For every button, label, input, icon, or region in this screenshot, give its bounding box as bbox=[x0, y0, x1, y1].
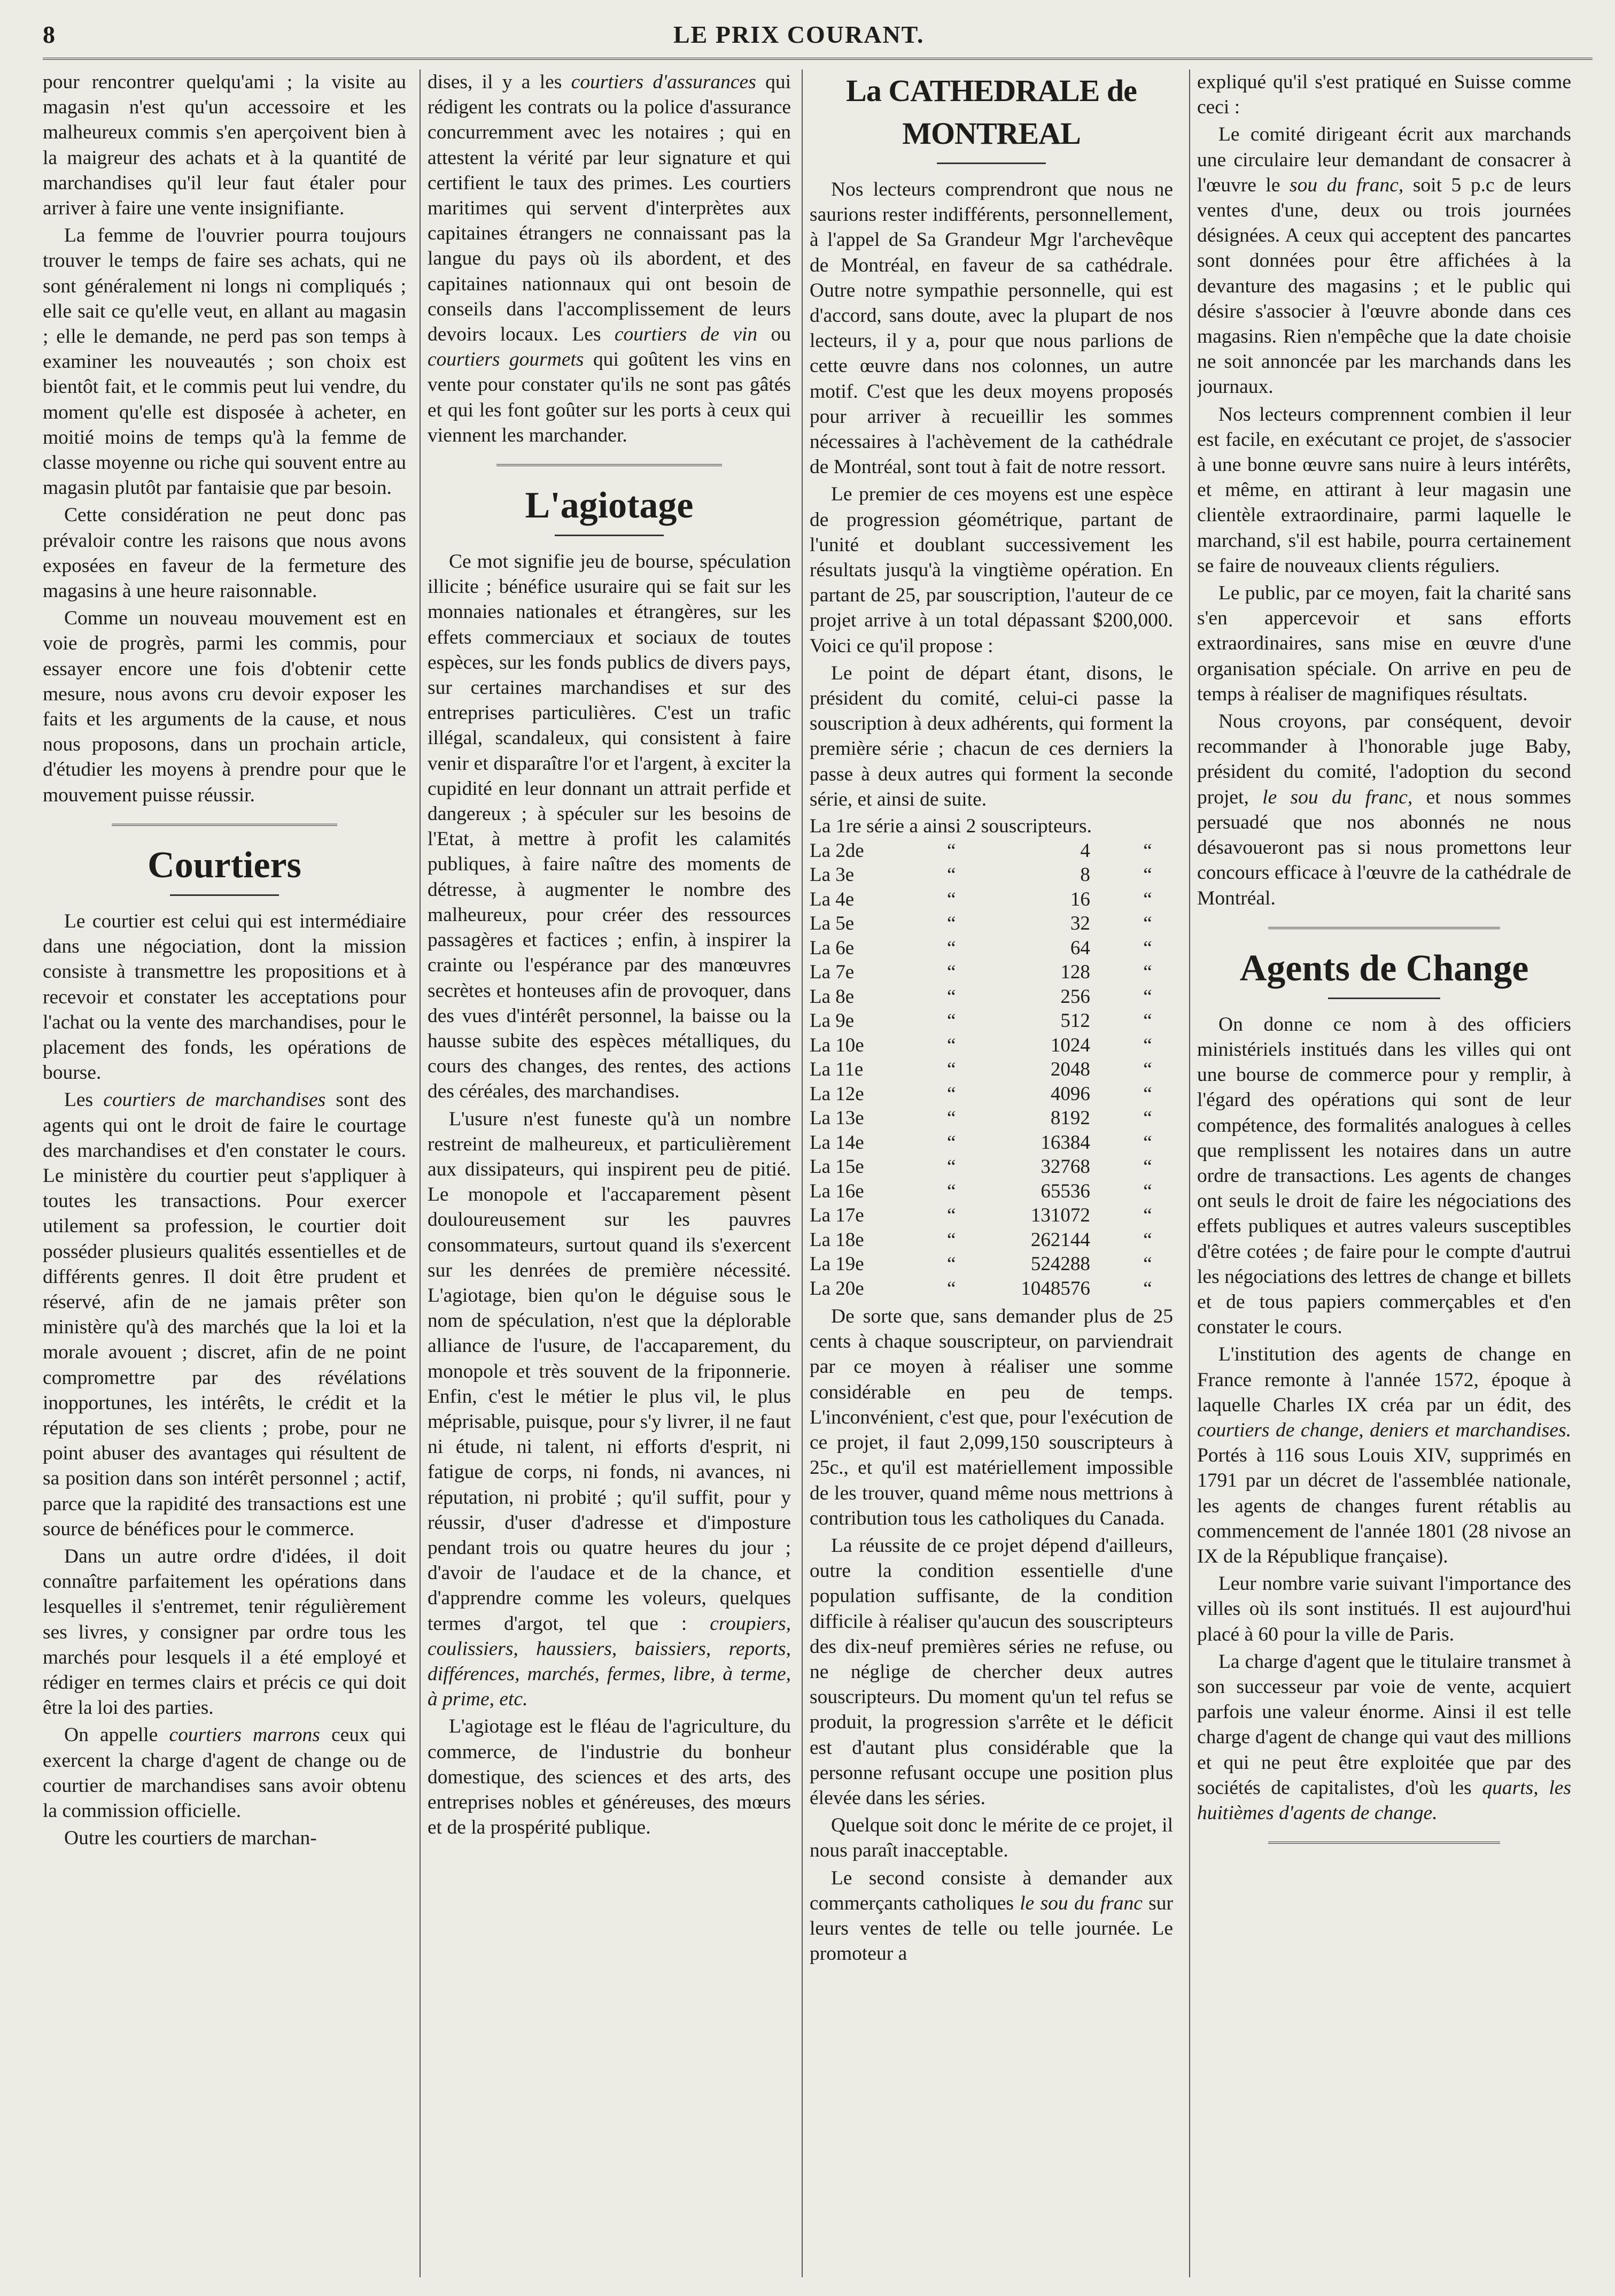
section-divider bbox=[496, 464, 722, 468]
paragraph: pour rencontrer quelqu'ami ; la visite au magasin n'est qu'un accessoire et les malheureux commis s'en aperçoivent bien à la maigreur des achats et à la quantité de marchandises qu'il leur faut étaler pour arriver à faire une vente insignifiante. bbox=[43, 71, 406, 220]
paragraph: L'agiotage est le fléau de l'agriculture, du commerce, de l'industrie du bonheur domestique, des sciences et des arts, des entreprises nobles et généreuses, des mœurs et de la prospérité publique. bbox=[428, 1715, 791, 1839]
series-row: La 11e “ 2048 “ bbox=[810, 1058, 1152, 1081]
series-row: La 6e “ 64 “ bbox=[810, 937, 1152, 959]
paragraph: La réussite de ce projet dépend d'ailleurs, outre la condition essentielle d'une population suffisante, de la condition difficile à réaliser qu'aucun des souscripteurs des dix-neuf premières séries ne refuse, ou ne néglige de chercher deux autres souscripteurs. Du moment qu'un tel refus se produit, la progression s'arrête et le déficit est d'autant plus considérable que la personne refusant occupe une position plus élevée dans les séries. bbox=[810, 1534, 1173, 1809]
column-3 bbox=[810, 69, 1173, 2277]
paragraph: Le second consiste à demander aux commerçants catholiques le sou du franc sur leurs ventes de telle ou telle journée. Le promoteur a bbox=[810, 1867, 1173, 1965]
paragraph: Ce mot signifie jeu de bourse, spéculation illicite ; bénéfice usuraire qui se fait sur les monnaies nationales et étrangères, sur les effets commerciaux et sociaux de toutes espèces, sur les fonds publics de divers pays, sur certaines marchandises et sur des entreprises particulières. C'est un trafic illégal, scandaleux, qui consistent à faire venir et disparaître l'or et l'argent, à exciter la cupidité en leur donnant un attrait perfide et dangereux ; à spéculer sur les besoins de l'Etat, à mettre à profit les calamités publiques, à faire naître des moments de détresse, à augmenter le nombre des malheureux, pour créer des ressources passagères et factices ; enfin, à inspirer la crainte ou l'espérance par des manœuvres secrètes et honteuses afin de provoquer, dans des vues d'intérêt personnel, la baisse ou la hausse subite des espèces métalliques, du cours des changes, des rentes, des actions des céréales, des marchandises. bbox=[428, 551, 791, 1103]
series-first-row: La 1re série a ainsi 2 souscripteurs. bbox=[810, 815, 1092, 838]
series-row: La 20e “ 1048576 “ bbox=[810, 1277, 1152, 1300]
page-number: 8 bbox=[43, 21, 55, 48]
paragraph: De sorte que, sans demander plus de 25 cents à chaque souscripteur, on parviendrait par ce moyen à réaliser une somme considérable en peu de temps. L'inconvénient, c'est que, pour l'exécution de ce projet, il faut 2,099,150 souscripteurs à 25c., et qu'il est matériellement impossible de les trouver, quand même nous mettrions à contribution tous les catholiques du Canada. bbox=[810, 1305, 1173, 1529]
column-4 bbox=[1197, 69, 1571, 2277]
series-row: La 8e “ 256 “ bbox=[810, 985, 1152, 1008]
series-row: La 7e “ 128 “ bbox=[810, 961, 1152, 984]
series-row: La 13e “ 8192 “ bbox=[810, 1107, 1152, 1130]
masthead: LE PRIX COURANT. bbox=[673, 21, 925, 48]
paragraph: Dans un autre ordre d'idées, il doit connaître parfaitement les opérations dans lesquelles il s'entremet, tenir régulièrement ses livres, y consigner par ordre tous les marchés pour lesquels il a été employé et rédiger en termes clairs et précis ce qui doit être la loi des parties. bbox=[43, 1545, 406, 1719]
paragraph: expliqué qu'il s'est pratiqué en Suisse comme ceci : bbox=[1197, 71, 1571, 119]
paragraph: dises, il y a les courtiers d'assurances qui rédigent les contrats ou la police d'assurance concurremment avec les notaires ; qui en attestent la vérité par leur signature et qui certifient le taux des primes. Les courtiers maritimes qui servent d'interprètes aux capitaines étrangers ne connaissant pas la langue du pays où ils abordent, et des capitaines nationnaux qui ont besoin de conseils dans l'accomplissement de leurs devoirs locaux. Les courtiers de vin ou courtiers gourmets qui goûtent les vins en vente pour constater qu'ils ne sont pas gâtés et qui les font goûter sur les ports à ceux qui viennent les marchander. bbox=[428, 71, 791, 446]
paragraph: Le point de départ étant, disons, le président du comité, celui-ci passe la souscription à deux adhérents, qui forment la première série ; chacun de ces derniers la passe à deux autres qui forment la seconde série, et ainsi de suite. bbox=[810, 662, 1173, 810]
section-divider bbox=[1268, 1842, 1500, 1846]
paragraph: L'usure n'est funeste qu'à un nombre restreint de malheureux, et particulièrement aux dissipateurs, qui inspirent peu de pitié. Le monopole et l'accaparement pèsent douloureusement sur les pauvres consommateurs, surtout quand ils s'exercent sur les denrées de première nécessité. L'agiotage, bien qu'on le déguise sous le nom de spéculation, n'est que la déplorable alliance de l'usure, de l'accaparement, du monopole et très souvent de la friponnerie. Enfin, c'est le métier le plus vil, le plus méprisable, puisque, pour s'y livrer, il ne faut ni étude, ni talent, ni efforts d'esprit, ni fatigue de corps, ni fonds, ni avances, ni réputation, ni probité ; qu'il suffit, pour y réussir, d'user d'adresse et d'imposture pendant trois ou quatre heures du jour ; d'avoir de l'audace et de la chance, et d'apprendre comme les voleurs, quelques termes d'argot, tel que : croupiers, coulissiers, haussiers, baissiers, reports, différences, marchés, fermes, libre, à terme, à prime, etc. bbox=[428, 1108, 791, 1711]
section-heading-cathedrale: La CATHEDRALE de MONTREAL bbox=[846, 73, 1137, 151]
paragraph: On donne ce nom à des officiers ministériels institués dans les villes qui ont une bourse de commerce pour y remplir, à l'égard des opérations qui sont de leur compétence, des formalités analogues à celles que remplissent les notaires dans un autre ordre de transactions. Les agents de changes ont seuls le droit de faire les négociations des effets publiques et autres valeurs susceptibles d'être cotées ; de faire pour le compte d'autrui les négociations des lettres de change et billets et de tous papiers commerçables et d'en constater le cours. bbox=[1197, 1013, 1571, 1339]
heading-underline bbox=[555, 535, 664, 536]
paragraph: Nos lecteurs comprennent combien il leur est facile, en exécutant ce projet, de s'associer à une bonne œuvre sans nuire à leurs intérêts, et même, en attirant à leur magasin une clientèle extraordinaire, parmi laquelle le marchand, s'il est habile, pourra certainement se faire de nouveaux clients réguliers. bbox=[1197, 403, 1571, 577]
series-row: La 19e “ 524288 “ bbox=[810, 1253, 1152, 1275]
paragraph: On appelle courtiers marrons ceux qui exercent la charge d'agent de change ou de courtier de marchandises sans avoir obtenu la commission officielle. bbox=[43, 1724, 406, 1822]
paragraph: La charge d'agent que le titulaire transmet à son successeur par voie de vente, acquiert parfois une valeur énorme. Ainsi il est telle charge d'agent de change qui vaut des millions et qui ne peut être exploitée que par des sociétés de capitalistes, d'où les quarts, les huitièmes d'agents de change. bbox=[1197, 1650, 1571, 1824]
series-row: La 4e “ 16 “ bbox=[810, 888, 1152, 910]
column-1 bbox=[43, 69, 406, 2277]
series-row: La 9e “ 512 “ bbox=[810, 1010, 1152, 1032]
page-header bbox=[43, 20, 1593, 60]
section-heading-courtiers: Courtiers bbox=[147, 844, 301, 886]
column-2 bbox=[428, 69, 791, 2277]
series-table bbox=[810, 839, 1173, 1301]
column-rule bbox=[1189, 69, 1190, 2277]
section-heading-agents-de-change: Agents de Change bbox=[1239, 947, 1529, 989]
paragraph: Les courtiers de marchandises sont des agents qui ont le droit de faire le courtage des marchandises et d'en constater le cours. Le ministère du courtier peut s'appliquer à toutes les transactions. Pour exercer utilement sa profession, le courtier doit posséder plusieurs qualités essentielles et de différents genres. Il doit être prudent et réservé, afin de ne jamais prêter son ministère qu'à des marchés que la loi et la morale avouent ; discret, afin de ne point compromettre par des révélations inopportunes, les intérêts, le crédit et la réputation de ses clients ; probe, pour ne point abuser des avantages qui résultent de sa position dans son intérêt personnel ; actif, parce que la rapidité des transactions est une source de bénéfices pour le commerce. bbox=[43, 1089, 406, 1540]
column-rule bbox=[802, 69, 803, 2277]
paragraph: Outre les courtiers de marchan- bbox=[64, 1827, 317, 1850]
paragraph: Leur nombre varie suivant l'importance des villes où ils sont institués. Il est aujourd'hui placé à 60 pour la ville de Paris. bbox=[1197, 1573, 1571, 1645]
paragraph: Cette considération ne peut donc pas prévaloir contre les raisons que nous avons exposées en faveur de la fermeture des magasins à une heure raisonnable. bbox=[43, 504, 406, 602]
series-row: La 15e “ 32768 “ bbox=[810, 1156, 1152, 1178]
paragraph: Comme un nouveau mouvement est en voie de progrès, parmi les commis, pour essayer encore une fois d'obtenir cette mesure, nous avons cru devoir exposer les faits et les arguments de la cause, et nous nous proposons, dans un prochain article, d'étudier les moyens à prendre pour que le mouvement puisse réussir. bbox=[43, 607, 406, 806]
heading-underline bbox=[170, 894, 279, 896]
paragraph: Nos lecteurs comprendront que nous ne saurions rester indifférents, personnellement, à l'appel de Sa Grandeur Mgr l'archevêque de Montréal, en faveur de sa cathédrale. Outre notre sympathie personnelle, qui est d'accord, sans doute, avec la plupart de nos lecteurs, il y a, pour que nous parlions de cette œuvre dans nos colonnes, un autre motif. C'est que les deux moyens proposés pour arriver à recueillir les sommes nécessaires à l'achèvement de la cathédrale de Montréal, sont tout à fait de notre ressort. bbox=[810, 179, 1173, 478]
series-row: La 5e “ 32 “ bbox=[810, 913, 1152, 935]
heading-underline bbox=[1328, 998, 1440, 999]
section-heading-agiotage: L'agiotage bbox=[525, 485, 694, 527]
paragraph: La femme de l'ouvrier pourra toujours trouver le temps de faire ses achats, qui ne sont généralement ni longs ni compliqués ; elle sait ce qu'elle veut, en allant au magasin ; elle le demande, ne perd pas son temps à examiner les nouveautés ; son choix est bientôt fait, et le commis peut lui vendre, du moment qu'elle est disposée à acheter, en moitié moins de temps qu'à la femme de classe moyenne ou riche qui souvent entre au magasin plutôt par fantaisie que par besoin. bbox=[43, 225, 406, 499]
paragraph: Nous croyons, par conséquent, devoir recommander à l'honorable juge Baby, président du comité, l'adoption du second projet, le sou du franc, et nous sommes persuadé que nos abonnés ne nous désavoueront pas si nous promettons leur concours efficace à l'œuvre de la cathédrale de Montréal. bbox=[1197, 710, 1571, 909]
series-row: La 3e “ 8 “ bbox=[810, 864, 1152, 886]
column-rule bbox=[420, 69, 421, 2277]
series-row: La 14e “ 16384 “ bbox=[810, 1131, 1152, 1154]
heading-underline bbox=[937, 163, 1046, 164]
section-divider bbox=[1268, 927, 1500, 931]
series-row: La 10e “ 1024 “ bbox=[810, 1034, 1152, 1056]
series-row: La 16e “ 65536 “ bbox=[810, 1180, 1152, 1202]
series-row: La 17e “ 131072 “ bbox=[810, 1204, 1152, 1227]
paragraph: Le courtier est celui qui est intermédiaire dans une négociation, dont la mission consiste à transmettre les propositions et à recevoir et constater les acceptations pour l'achat ou la vente des marchandises, pour le placement des fonds, les opérations de bourse. bbox=[43, 910, 406, 1084]
paragraph: Le comité dirigeant écrit aux marchands une circulaire leur demandant de consacrer à l'œuvre le sou du franc, soit 5 p.c de leurs ventes d'une, deux ou trois journées désignées. A ceux qui acceptent des pancartes sont données pour être affichées à la devanture des magasins ; et le public qui désire s'associer à l'œuvre abonde dans ces magasins. Rien n'empêche que la date choisie ne soit annoncée par les marchands dans les journaux. bbox=[1197, 123, 1571, 398]
series-row: La 2de “ 4 “ bbox=[810, 839, 1152, 862]
paragraph: L'institution des agents de change en France remonte à l'année 1572, époque à laquelle Charles IX créa par un édit, des courtiers de change, deniers et marchandises. Portés à 116 sous Louis XIV, supprimés en 1791 par un décret de l'assemblée nationale, les agents de changes furent rétablis au commencement de l'année 1801 (28 nivose an IX de la République française). bbox=[1197, 1343, 1571, 1567]
series-row: La 18e “ 262144 “ bbox=[810, 1228, 1152, 1251]
series-row: La 12e “ 4096 “ bbox=[810, 1083, 1152, 1105]
paragraph: Quelque soit donc le mérite de ce projet, il nous paraît inacceptable. bbox=[810, 1814, 1173, 1862]
paragraph: Le public, par ce moyen, fait la charité sans s'en appercevoir et sans efforts extraordinaires, sans mise en œuvre d'une organisation spéciale. On arrive en peu de temps à réaliser de magnifiques résultats. bbox=[1197, 582, 1571, 705]
section-divider bbox=[112, 824, 337, 828]
paragraph: Le premier de ces moyens est une espèce de progression géométrique, partant de l'unité et doublant successivement les résultats jusqu'à la vingtième opération. En partant de 25, par souscription, l'auteur de ce projet arrive à un total dépassant $200,000. Voici ce qu'il propose : bbox=[810, 483, 1173, 657]
